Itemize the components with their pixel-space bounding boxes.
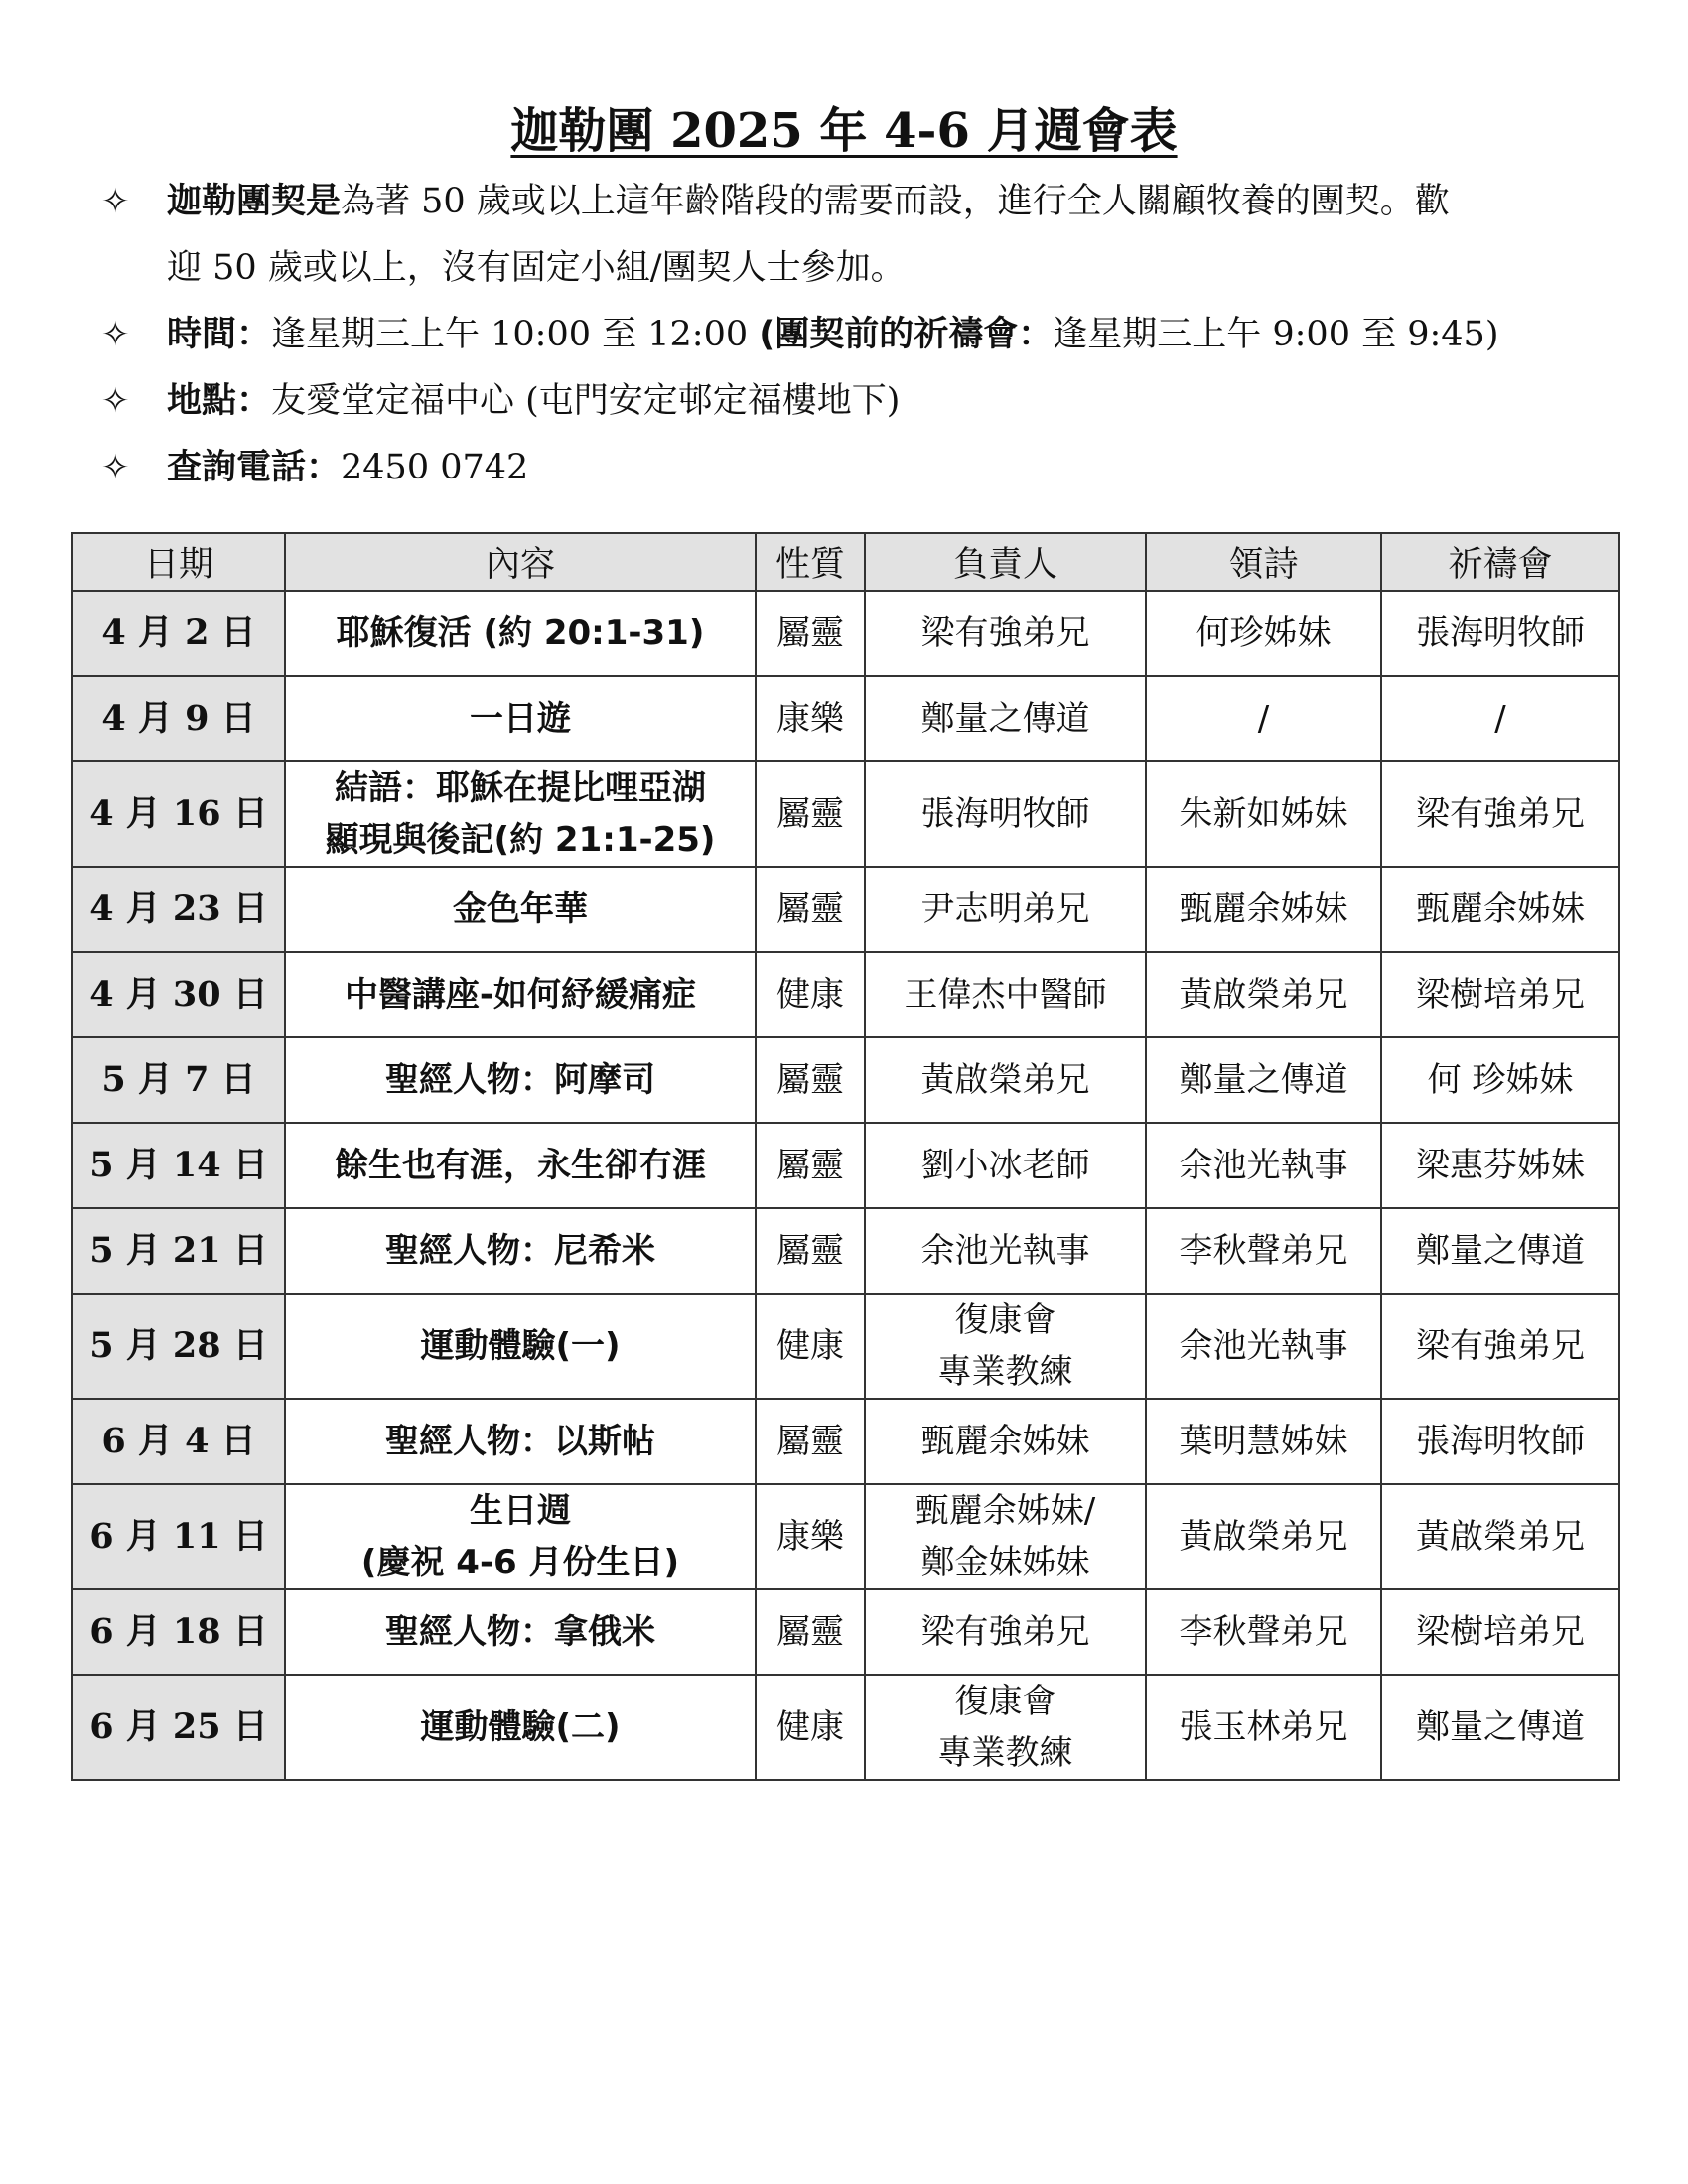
song-leader-cell: 黃啟榮弟兄 [1146,1484,1381,1589]
content-cell [285,1123,756,1208]
date-cell: 6 月 11 日 [72,1484,285,1589]
type-cell: 屬靈 [756,1123,865,1208]
content-cell [285,1037,756,1123]
page-title: 迦勒團 2025 年 4-6 月週會表 [510,103,1178,159]
date-cell: 4 月 30 日 [72,952,285,1037]
leader-cell-line: 專業教練 [937,1352,1073,1392]
prayer-time-text: 逢星期三上午 9:00 至 9:45) [1053,315,1499,354]
date-cell: 6 月 25 日 [72,1675,285,1780]
type-cell: 屬靈 [756,1589,865,1675]
sparkle-bullet-icon: ✧ [101,448,130,487]
table-row [72,1589,1619,1675]
info-text: 2450 0742 [341,448,529,487]
content-cell-line: 聖經人物：阿摩司 [385,1060,655,1100]
content-cell-line: 運動體驗(一) [420,1326,621,1366]
content-cell-line: 金色年華 [453,889,588,929]
leader-cell-line: 甄麗余姊妹 [920,1422,1090,1461]
header-leader: 負責人 [865,533,1146,591]
type-cell: 健康 [756,1294,865,1399]
prayer-cell: 張海明牧師 [1381,591,1619,676]
date-cell: 4 月 16 日 [72,761,285,867]
leader-cell-line: 甄麗余姊妹/ [914,1491,1096,1531]
content-cell-line: 生日週 [470,1491,571,1531]
date-cell: 6 月 4 日 [72,1399,285,1484]
info-label: 地點： [167,381,272,421]
sparkle-bullet-icon: ✧ [101,381,130,421]
prayer-cell: 何 珍姊妹 [1381,1037,1619,1123]
prayer-cell: 鄭量之傳道 [1381,1208,1619,1294]
content-cell-line: 顯現與後記(約 21:1-25) [325,820,716,860]
song-leader-cell: 鄭量之傳道 [1146,1037,1381,1123]
leader-cell [865,1037,1146,1123]
info-label: 查詢電話： [167,448,342,487]
content-cell [285,1294,756,1399]
table-row [72,1208,1619,1294]
leader-cell-line: 鄭量之傳道 [920,699,1090,739]
content-cell [285,1399,756,1484]
table-row [72,591,1619,676]
table-row [72,1484,1619,1589]
content-cell-line: 中醫講座-如何紓緩痛症 [344,975,697,1015]
leader-cell [865,1294,1146,1399]
content-cell [285,591,756,676]
prayer-cell: 鄭量之傳道 [1381,1675,1619,1780]
leader-cell-line: 劉小冰老師 [920,1146,1090,1185]
sparkle-bullet-icon: ✧ [101,182,130,221]
date-cell: 5 月 7 日 [72,1037,285,1123]
info-label: 時間： [167,315,272,354]
type-cell: 健康 [756,952,865,1037]
leader-cell [865,1208,1146,1294]
leader-cell [865,952,1146,1037]
info-item-location [99,368,1609,435]
leader-cell [865,1399,1146,1484]
sparkle-bullet-icon: ✧ [101,315,130,354]
song-leader-cell: 余池光執事 [1146,1123,1381,1208]
leader-cell [865,1589,1146,1675]
info-item-time [99,302,1609,368]
table-row [72,676,1619,761]
header-prayer: 祈禱會 [1381,533,1619,591]
header-date: 日期 [72,533,285,591]
leader-cell-line: 尹志明弟兄 [920,889,1090,929]
song-leader-cell: 余池光執事 [1146,1294,1381,1399]
leader-cell-line: 鄭金妹姊妹 [920,1543,1090,1582]
content-cell-line: 一日遊 [470,699,571,739]
leader-cell [865,676,1146,761]
type-cell: 康樂 [756,676,865,761]
type-cell: 健康 [756,1675,865,1780]
info-text: 逢星期三上午 10:00 至 12:00 [271,315,760,354]
song-leader-cell: / [1146,676,1381,761]
date-cell: 5 月 28 日 [72,1294,285,1399]
info-list [99,169,1609,501]
type-cell: 屬靈 [756,761,865,867]
table-row [72,1123,1619,1208]
table-row [72,1675,1619,1780]
header-type: 性質 [756,533,865,591]
prayer-label: (團契前的祈禱會： [759,315,1054,354]
prayer-cell: 梁有強弟兄 [1381,1294,1619,1399]
header-song-leader: 領詩 [1146,533,1381,591]
leader-cell-line: 復康會 [954,1682,1056,1721]
type-cell: 屬靈 [756,867,865,952]
content-cell [285,1589,756,1675]
date-cell: 4 月 9 日 [72,676,285,761]
content-cell-line: 耶穌復活 (約 20:1-31) [336,614,705,653]
song-leader-cell: 何珍姊妹 [1146,591,1381,676]
content-cell-line: (慶祝 4-6 月份生日) [360,1543,680,1582]
date-cell: 4 月 23 日 [72,867,285,952]
song-leader-cell: 張玉林弟兄 [1146,1675,1381,1780]
prayer-cell: / [1381,676,1619,761]
leader-cell-line: 專業教練 [937,1733,1073,1773]
leader-cell [865,1123,1146,1208]
info-item-intro [99,169,1609,302]
leader-cell [865,1675,1146,1780]
table-row [72,1399,1619,1484]
content-cell-line: 運動體驗(二) [420,1707,621,1747]
leader-cell [865,591,1146,676]
content-cell [285,761,756,867]
song-leader-cell: 黃啟榮弟兄 [1146,952,1381,1037]
prayer-cell: 梁有強弟兄 [1381,761,1619,867]
content-cell-line: 餘生也有涯，永生卻冇涯 [335,1146,706,1185]
content-cell-line: 聖經人物：拿俄米 [385,1612,655,1652]
prayer-cell: 黃啟榮弟兄 [1381,1484,1619,1589]
table-row [72,1037,1619,1123]
content-cell-line: 聖經人物：以斯帖 [385,1422,655,1461]
leader-cell-line: 張海明牧師 [920,794,1090,834]
table-body [72,591,1619,1780]
leader-cell-line: 余池光執事 [920,1231,1090,1271]
type-cell: 屬靈 [756,1037,865,1123]
content-cell [285,952,756,1037]
prayer-cell: 梁惠芬姊妹 [1381,1123,1619,1208]
leader-cell [865,1484,1146,1589]
info-text: 友愛堂定福中心 (屯門安定邨定福樓地下) [271,381,901,421]
type-cell: 屬靈 [756,1399,865,1484]
content-cell [285,676,756,761]
table-row [72,867,1619,952]
date-cell: 4 月 2 日 [72,591,285,676]
prayer-cell: 甄麗余姊妹 [1381,867,1619,952]
prayer-cell: 張海明牧師 [1381,1399,1619,1484]
info-label: 迦勒團契是 [167,182,342,221]
type-cell: 屬靈 [756,1208,865,1294]
date-cell: 5 月 21 日 [72,1208,285,1294]
date-cell: 5 月 14 日 [72,1123,285,1208]
leader-cell-line: 復康會 [954,1300,1056,1340]
song-leader-cell: 朱新如姊妹 [1146,761,1381,867]
leader-cell-line: 梁有強弟兄 [920,614,1090,653]
date-cell: 6 月 18 日 [72,1589,285,1675]
table-row [72,952,1619,1037]
content-cell-line: 結語：耶穌在提比哩亞湖 [335,768,706,808]
info-text: 為著 50 歲或以上這年齡階段的需要而設，進行全人關顧牧養的團契。歡 [341,182,1450,221]
song-leader-cell: 葉明慧姊妹 [1146,1399,1381,1484]
info-text-continued: 迎 50 歲或以上，沒有固定小組/團契人士參加。 [167,248,906,288]
leader-cell-line: 梁有強弟兄 [920,1612,1090,1652]
content-cell [285,1208,756,1294]
content-cell [285,1675,756,1780]
leader-cell [865,761,1146,867]
info-item-phone [99,435,1609,501]
content-cell [285,867,756,952]
prayer-cell: 梁樹培弟兄 [1381,952,1619,1037]
content-cell-line: 聖經人物：尼希米 [385,1231,655,1271]
schedule-table [71,532,1620,1781]
prayer-cell: 梁樹培弟兄 [1381,1589,1619,1675]
song-leader-cell: 甄麗余姊妹 [1146,867,1381,952]
type-cell: 屬靈 [756,591,865,676]
leader-cell-line: 王偉杰中醫師 [904,975,1107,1015]
song-leader-cell: 李秋聲弟兄 [1146,1589,1381,1675]
leader-cell [865,867,1146,952]
type-cell: 康樂 [756,1484,865,1589]
leader-cell-line: 黃啟榮弟兄 [920,1060,1090,1100]
header-content: 內容 [285,533,756,591]
content-cell [285,1484,756,1589]
song-leader-cell: 李秋聲弟兄 [1146,1208,1381,1294]
table-header-row [72,533,1619,591]
table-row [72,1294,1619,1399]
table-row [72,761,1619,867]
